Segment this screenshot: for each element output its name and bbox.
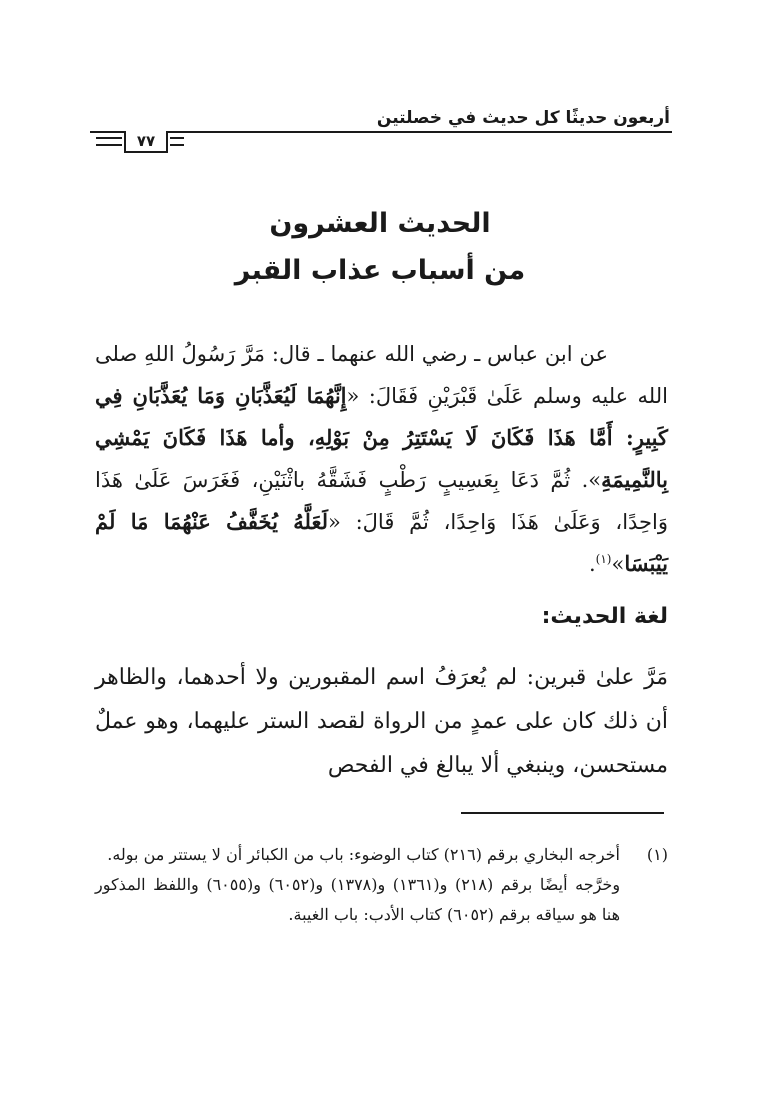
section-text: مَرَّ علىٰ قبرين: لم يُعرَفُ اسم المقبورين ولا أحدهما، والظاهر أن ذلك كان على عمدٍ من الرواة لقصد الستر عليهما، وهو عملٌ مستحسن، وينبغي ألا يبالغ في الفحص [95,665,668,778]
page-number: ٧٧ [124,131,168,153]
prophet-quote: إِنَّهُمَا لَيُعَذَّبَانِ وَمَا يُعَذَّبَانِ فِي كَبِيرٍ: أَمَّا هَذَا فَكَانَ لَا يَسْتَتِرُ مِنْ بَوْلِهِ، وأما هَذَا فَكَانَ يَمْشِي بِالنَّمِيمَةِ [95,383,668,492]
salutation: صلى الله عليه وسلم [95,342,668,408]
footnote-reference[interactable]: (١) [595,552,612,566]
hadith-title: الحديث العشرون [269,208,491,239]
footnote-number: (١) [646,845,668,864]
page-number-ornament-left [96,137,122,146]
footnote-line: أخرجه البخاري برقم (٢١٦) كتاب الوضوء: باب من الكبائر أن لا يستتر من بوله. [107,845,620,864]
period: . [588,552,596,576]
hadith-text-segment: مَرَّ رَسُولُ اللهِ [144,342,266,366]
hadith-subtitle: من أسباب عذاب القبر [234,255,526,286]
header-rule [90,131,672,133]
footnote-line: وخرَّجه أيضًا برقم (٢١٨) و(١٣٦١) و(١٣٧٨) و(٦٠٥٢) و(٦٠٥٥) واللفظ المذكور هنا هو سياقه برقم (٦٠٥٢) كتاب الأدب: باب الغيبة. [95,875,621,924]
footnote [95,840,668,930]
footnote-divider [461,812,664,814]
section-heading: لغة الحديث: [541,604,668,629]
prophet-quote: لَعَلَّهُ يُخَفَّفُ عَنْهُمَا مَا لَمْ يَيْبَسَا [95,509,668,576]
hadith-text-segment: عَلَىٰ قَبْرَيْنِ فَقَالَ: « [346,384,524,408]
quote-close: » [611,552,625,576]
hadith-text-segment: ». ثُمَّ دَعَا بِعَسِيبٍ رَطْبٍ فَشَقَّهُ باثْنَيْنِ، فَغَرَسَ عَلَىٰ هَذَا وَاحِدًا، وَعَلَىٰ هَذَا وَاحِدًا، ثُمَّ قَالَ: « [95,468,669,534]
hadith-narrator: عن ابن عباس ـ رضي الله عنهما ـ قال: [265,342,608,366]
running-header-title: أربعون حديثًا كل حديث في خصلتين [376,108,670,128]
page-number-ornament-right [170,137,184,146]
footnotes [95,840,668,930]
hadith-text [95,334,668,585]
